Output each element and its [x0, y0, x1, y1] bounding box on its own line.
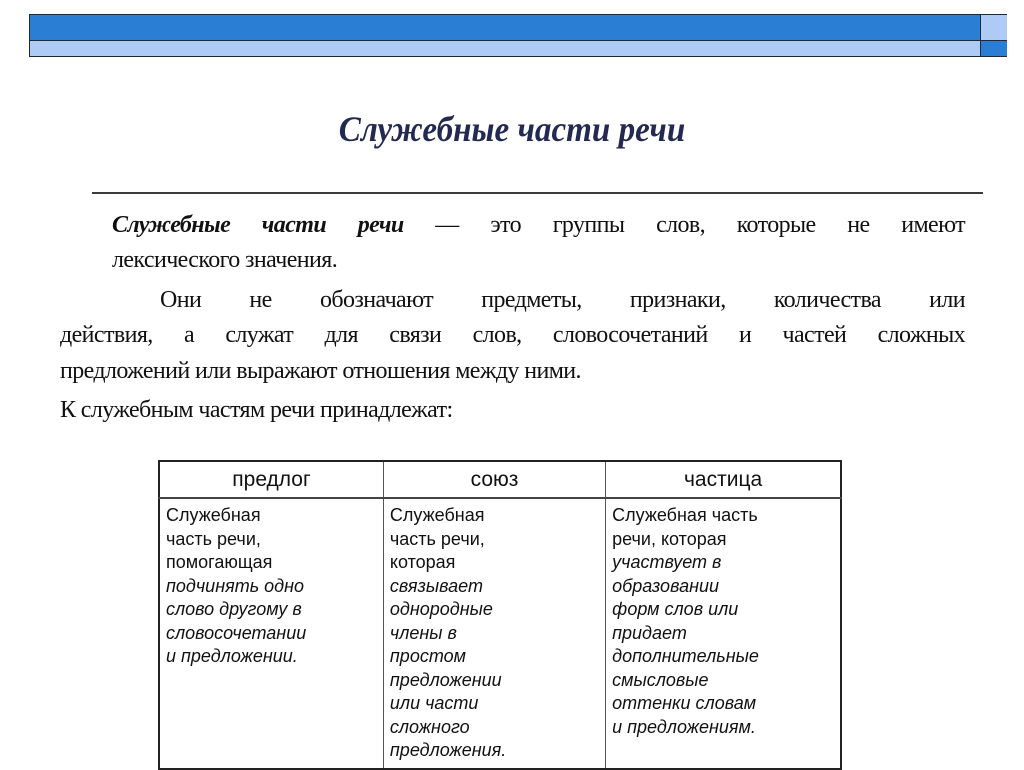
- paragraph2-line1: Они не обозначают предметы, признаки, количества или: [160, 287, 965, 313]
- paragraph1-line1: [112, 212, 965, 239]
- slide-title: Служебные части речи: [338, 109, 686, 149]
- header-decoration: [29, 14, 1007, 57]
- cell-line-italic: подчинять одно: [166, 575, 305, 596]
- cell-line-italic: или части: [389, 693, 479, 713]
- cell-line-italic: образовании: [612, 575, 719, 596]
- cell-line-italic: придает: [612, 622, 687, 643]
- header-bar-light: [30, 41, 980, 56]
- paragraph2-line2: действия, а служат для связи слов, словосочетаний и частей сложных: [60, 322, 965, 348]
- cell-line-italic: слово другому в: [166, 599, 302, 619]
- cell-line-italic: члены в: [389, 622, 457, 643]
- cell-line: помогающая: [166, 552, 273, 572]
- header-square-light: [980, 15, 1007, 41]
- cell-line-italic: смысловые: [612, 669, 709, 690]
- cell-line-italic: оттенки словам: [612, 693, 757, 713]
- header-bar-dark: [30, 15, 980, 41]
- cell-line-italic: участвует в: [612, 552, 722, 572]
- cell-line-italic: связывает: [389, 575, 483, 596]
- cell-line-italic: предложения.: [389, 740, 507, 760]
- cell-line: Служебная: [166, 505, 261, 525]
- parts-of-speech-table: [158, 460, 842, 770]
- cell-line-italic: однородные: [389, 599, 493, 619]
- cell-line-italic: предложении: [389, 669, 502, 690]
- cell-line-italic: сложного: [389, 716, 470, 737]
- cell-line: часть речи,: [166, 528, 261, 549]
- paragraph3: К служебным частям речи принадлежат:: [60, 397, 453, 423]
- definition: — это группы слов, которые не имеют: [403, 212, 966, 238]
- cell-line: Служебная: [389, 505, 485, 525]
- header-preposition: предлог: [159, 461, 383, 498]
- table-header-row: [159, 461, 841, 498]
- header-conjunction: союз: [383, 461, 605, 498]
- cell-line: Служебная часть: [612, 505, 758, 525]
- cell-line-italic: словосочетании: [166, 622, 307, 643]
- paragraph2-line3: предложений или выражают отношения между ними.: [60, 358, 581, 384]
- paragraph1-line2: лексического значения.: [112, 247, 338, 273]
- cell-line-italic: простом: [389, 646, 466, 666]
- title-divider: [92, 192, 983, 194]
- cell-line: речи, которая: [612, 528, 727, 549]
- cell-line: часть речи,: [389, 528, 485, 549]
- cell-line: которая: [389, 552, 456, 572]
- header-particle: частица: [606, 461, 841, 498]
- header-square-dark: [980, 41, 1007, 56]
- cell-line-italic: дополнительные: [612, 646, 759, 666]
- cell-particle: [606, 498, 841, 769]
- cell-line-italic: и предложениям.: [612, 716, 756, 737]
- cell-line-italic: форм слов или: [612, 599, 739, 619]
- term: Служебные части речи: [112, 212, 404, 238]
- table-row: [159, 498, 841, 769]
- cell-line-italic: и предложении.: [166, 646, 298, 666]
- cell-conjunction: [383, 498, 605, 769]
- cell-preposition: [159, 498, 383, 769]
